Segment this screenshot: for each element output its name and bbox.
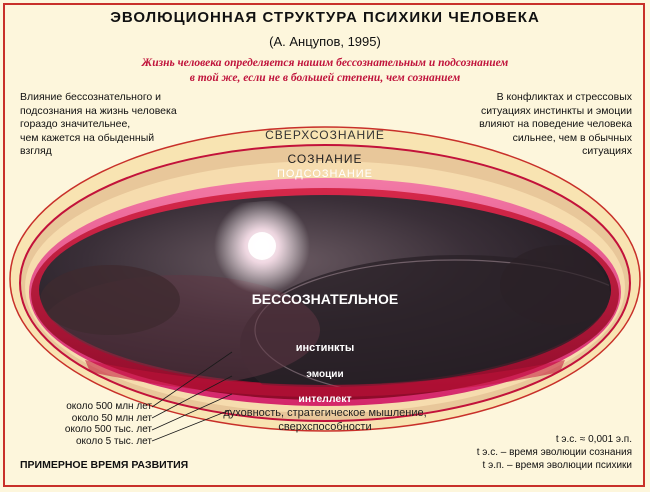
legend-item: t э.с. – время эволюции сознания [476, 447, 632, 458]
development-time-caption: ПРИМЕРНОЕ ВРЕМЯ РАЗВИТИЯ [20, 459, 189, 471]
timeline-item: около 500 млн лет [66, 401, 152, 412]
legend-item: t э.с. ≈ 0,001 э.п. [555, 434, 632, 445]
subconscious-label: ПОДСОЗНАНИЕ [276, 168, 374, 180]
right-note-line: В конфликтах и стрессовых [496, 91, 632, 103]
abilities-line: духовность, стратегическое мышление, [223, 407, 427, 419]
unconscious-label: БЕССОЗНАТЕЛЬНОЕ [251, 291, 399, 307]
left-note-line: взгляд [20, 145, 52, 157]
right-note-line: влияют на поведение человека [479, 118, 632, 130]
legend [432, 433, 632, 472]
legend-item: t э.п. – время эволюции психики [482, 460, 632, 471]
abilities-line: сверхспособности [278, 420, 372, 433]
left-note-line: подсознания на жизнь человека [20, 104, 177, 117]
timeline-item: около 50 млн лет [71, 412, 152, 424]
quote-line-2: в той же, если не в большей степени, чем сознанием [189, 72, 461, 84]
left-note-line: гораздо значительнее, [20, 118, 131, 130]
supraconscious-label: СВЕРХСОЗНАНИЕ [265, 128, 385, 142]
left-note-line: Влияние бессознательного и [20, 91, 162, 103]
left-note-line: чем кажется на обыденный [20, 131, 155, 144]
timeline-item: около 5 тыс. лет [76, 435, 152, 447]
right-note-line: сильнее, чем в обычных [512, 131, 632, 144]
timeline-item: около 500 тыс. лет [64, 424, 152, 435]
emotions-label: эмоции [306, 369, 344, 380]
intellect-label: интеллект [298, 393, 352, 405]
right-note-line: ситуациях [582, 145, 632, 157]
author-credit: (А. Анцупов, 1995) [269, 34, 381, 49]
right-note-line: ситуациях инстинкты и эмоции [480, 104, 632, 117]
conscious-label: СОЗНАНИЕ [287, 152, 363, 166]
timeline-labels [30, 401, 152, 447]
abilities-caption [190, 407, 460, 434]
poster-title: ЭВОЛЮЦИОННАЯ СТРУКТУРА ПСИХИКИ ЧЕЛОВЕКА [110, 9, 540, 26]
quote-line-1: Жизнь человека определяется нашим бессознательным и подсознанием [141, 57, 509, 69]
instincts-label: инстинкты [295, 342, 355, 354]
